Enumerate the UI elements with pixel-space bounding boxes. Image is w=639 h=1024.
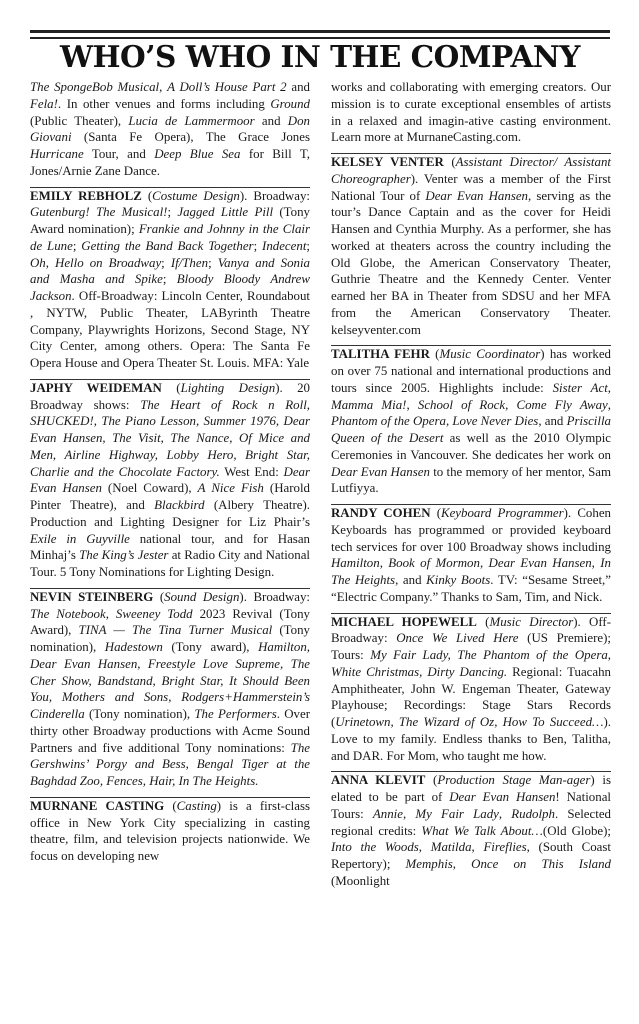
right-column bbox=[331, 79, 611, 897]
bio-japhy-weideman: JAPHY WEIDEMAN (Lighting Design). 20 Broadway shows: The Heart of Rock n Roll, SHUCKED!, The Piano Lesson, Summer 1976, Dear Evan Hansen, The Visit, The Nance, Of Mice and Men, Airline Highway, Lobby Hero, Bright Star, Charlie and the Chocolate Factory. West End: Dear Evan Hansen (Noel Coward), A Nice Fish (Harold Pinter Theatre), and Blackbird (Albery Theatre). Production and Lighting Designer for Liz Phair’s Exile in Guyville national tour, and for Hasan Minhaj’s The King’s Jester at Radio City and National Tour. 5 Tony Nominations for Lighting Design. bbox=[30, 380, 310, 589]
bio-anna-klevit: ANNA KLEVIT (Production Stage Man-ager) is elated to be part of Dear Evan Hansen! National Tours: Annie, My Fair Lady, Rudolph. Selected regional credits: What We Talk About…(Old Globe); Into the Woods, Matilda, Fireflies, (South Coast Repertory); Memphis, Once on This Island (Moonlight bbox=[331, 773, 612, 888]
bio-emily-rebholz: EMILY REBHOLZ (Costume Design). Broadway: Gutenburg! The Musical!; Jagged Little Pill (Tony Award nomination); Frankie and Johnny in the Clair de Lune; Getting the Band Back Together; Indecent; Oh, Hello on Broadway; If/Then; Vanya and Sonia and Masha and Spike; Bloody Bloody Andrew Jackson. Off-Broadway: Lincoln Center, Roundabout , NYTW, Public Theater, LAByrinth Theatre Company, Playwrights Horizons, Second Stage, NY City Center, among others. Opera: The Santa Fe Opera House and Opera Theater St. Louis. MFA: Yale bbox=[30, 188, 310, 380]
bio-michael-hopewell: MICHAEL HOPEWELL (Music Director). Off-Broadway: Once We Lived Here (US Premiere); Tours: My Fair Lady, The Phantom of the Opera, White Christmas, Dirty Dancing. Regional: Tuacahn Amphitheater, John W. Engeman Theater, Gateway Playhouse; Recordings: Stage Stars Records (Urinetown, The Wizard of Oz, How To Succeed…). Love to my family. Endless thanks to Ben, Talitha, and DAR. For Mom, who taught me how. bbox=[331, 614, 611, 773]
bio-talitha-fehr: TALITHA FEHR (Music Coordinator) has worked on over 75 national and international productions and tours since 2005. Highlights include: Sister Act, Mamma Mia!, School of Rock, Come Fly Away, Phantom of the Opera, Love Never Dies, and Priscilla Queen of the Desert as well as the 2010 Olympic Ceremonies in Vancouver. She dedicates her work on Dear Evan Hansen to the memory of her mentor, Sam Lutfiyya. bbox=[331, 346, 611, 505]
bio-nevin-steinberg: NEVIN STEINBERG (Sound Design). Broadway: The Notebook, Sweeney Todd 2023 Revival (Tony Award), TINA — The Tina Turner Musical (Tony nomination), Hadestown (Tony award), Hamilton, Dear Evan Hansen, Freestyle Love Supreme, The Cher Show, Bandstand, Bright Star, It Should Been You, Mothers and Sons, Rodgers+Hammerstein’s Cinderella (Tony nomination), The Performers. Over thirty other Broadway productions with Acme Sound Partners and five additional Tony nominations: The Gershwins’ Porgy and Bess, Bengal Tiger at the Baghdad Zoo, Fences, Hair, In The Heights. bbox=[30, 589, 310, 798]
bio-murnane-casting-cont: works and collaborating with emerging creators. Our mission is to curate exceptional ensembles of artists in a relaxed and imagin-ative casting environment. Learn more at MurnaneCasting.com. bbox=[331, 79, 611, 154]
bio-randy-cohen: RANDY COHEN (Keyboard Programmer). Cohen Keyboards has programmed or provided keyboard tech services for over 100 Broadway shows including Hamilton, Book of Mormon, Dear Evan Hansen, In The Heights, and Kinky Boots. TV: “Sesame Street,” “Electric Company.” Thanks to Sam, Tim, and Nick. bbox=[331, 505, 611, 614]
page-title: WHO’S WHO IN THE COMPANY bbox=[60, 39, 580, 74]
bio-murnane-casting: MURNANE CASTING (Casting) is a first-class office in New York City specializing in casting theatre, film, and television projects nationwide. We focus on developing new bbox=[30, 798, 310, 863]
bio-continued: The SpongeBob Musical, A Doll’s House Part 2 and Fela!. In other venues and forms including Ground (Public Theater), Lucia de Lammermoor and Don Giovani (Santa Fe Opera), The Grace Jones Hurricane Tour, and Deep Blue Sea for Bill T, Jones/Arnie Zane Dance. bbox=[30, 79, 310, 188]
bio-kelsey-venter: KELSEY VENTER (Assistant Director/ Assistant Choreographer). Venter was a member of the First National Tour of Dear Evan Hansen, serving as the tour’s Dance Captain and as the cover for Heidi Hansen and Cynthia Murphy. As a performer, she has worked at theaters across the country including the Old Globe, the American Conservatory Theater, Guthrie Theatre and the Kennedy Center. Venter earned her BA in Theater from SDSU and her MFA from the American Conservatory Theater. kelseyventer.com bbox=[331, 154, 611, 346]
left-column bbox=[30, 79, 310, 872]
header-rule-thick bbox=[30, 30, 610, 33]
